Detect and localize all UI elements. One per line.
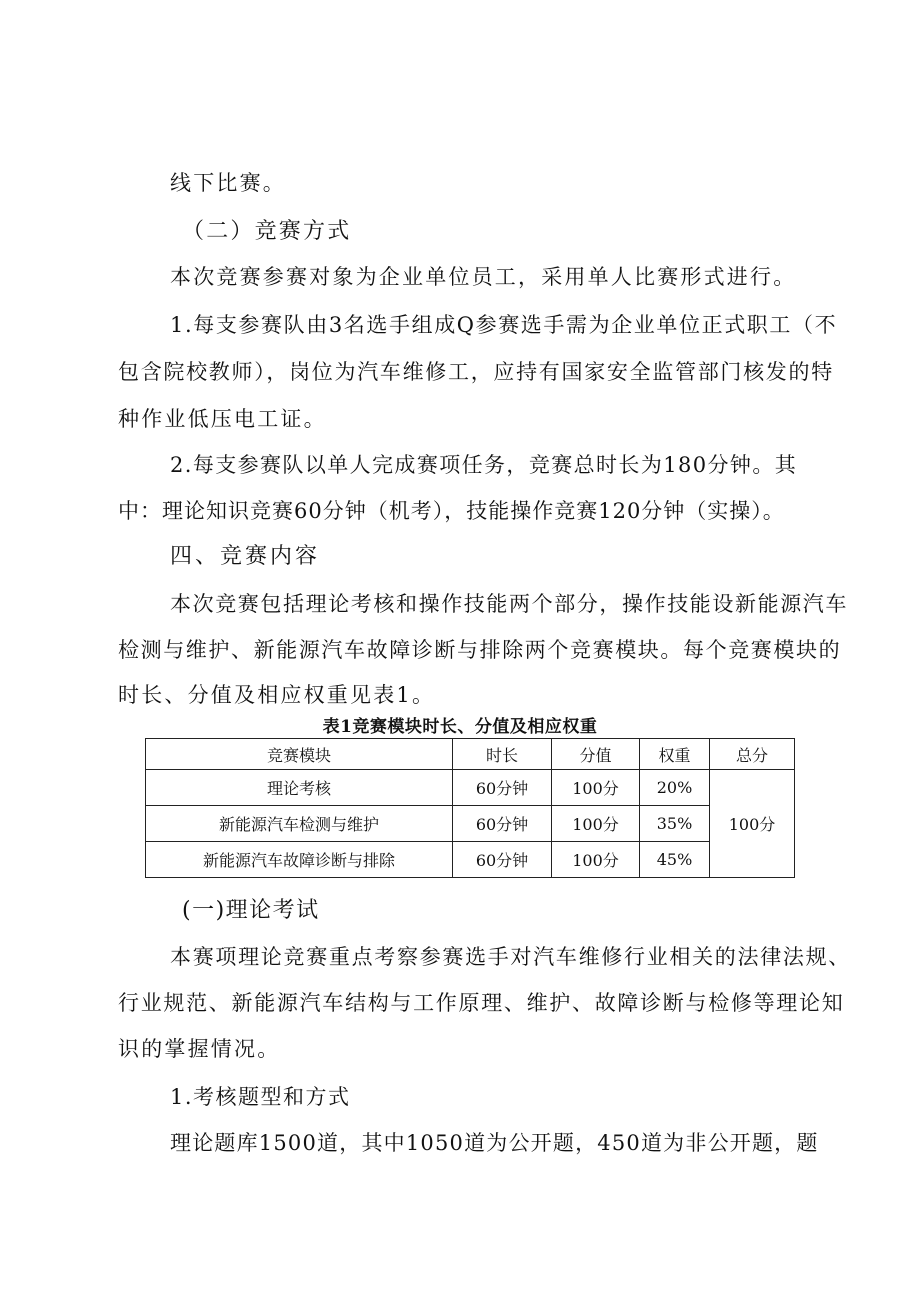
paragraph-line: 中：理论知识竞赛60分钟（机考），技能操作竞赛120分钟（实操）。: [118, 499, 785, 523]
paragraph-line: 本赛项理论竞赛重点考察参赛选手对汽车维修行业相关的法律法规、: [170, 945, 851, 969]
paragraph-line: 线下比赛。: [170, 171, 286, 195]
cell-total: 100分: [710, 770, 795, 878]
header-module: 竞赛模块: [146, 739, 453, 770]
table-row: [146, 842, 795, 878]
subsection-heading: (一)理论考试: [182, 898, 320, 923]
paragraph-line: 本次竞赛包括理论考核和操作技能两个部分，操作技能设新能源汽车: [170, 592, 848, 616]
paragraph-line: 种作业低压电工证。: [118, 407, 327, 431]
header-duration: 时长: [453, 739, 552, 770]
paragraph-line: 包含院校教师），岗位为汽车维修工，应持有国家安全监管部门核发的特: [118, 360, 834, 384]
table-row: [146, 770, 795, 806]
header-total: 总分: [710, 739, 795, 770]
cell-score: 100分: [552, 806, 640, 842]
paragraph-line: 行业规范、新能源汽车结构与工作原理、维护、故障诊断与检修等理论知: [118, 991, 845, 1015]
paragraph-line: 2.每支参赛队以单人完成赛项任务，竞赛总时长为180分钟。其: [170, 453, 798, 477]
section-heading: 四、竞赛内容: [170, 544, 321, 569]
paragraph-line: 时长、分值及相应权重见表1。: [118, 683, 436, 707]
cell-module: 理论考核: [146, 770, 453, 806]
paragraph-line: 检测与维护、新能源汽车故障诊断与排除两个竞赛模块。每个竞赛模块的: [118, 638, 842, 662]
cell-weight: 20%: [640, 770, 710, 806]
cell-module: 新能源汽车故障诊断与排除: [146, 842, 453, 878]
cell-duration: 60分钟: [453, 806, 552, 842]
table-header-row: [146, 739, 795, 770]
score-table: [145, 738, 795, 878]
cell-duration: 60分钟: [453, 770, 552, 806]
cell-module: 新能源汽车检测与维护: [146, 806, 453, 842]
paragraph-line: 识的掌握情况。: [118, 1037, 281, 1061]
paragraph-line: 理论题库1500道，其中1050道为公开题，450道为非公开题，题: [170, 1131, 819, 1155]
paragraph-line: 本次竞赛参赛对象为企业单位员工，采用单人比赛形式进行。: [170, 265, 797, 289]
cell-weight: 45%: [640, 842, 710, 878]
table-row: [146, 806, 795, 842]
cell-duration: 60分钟: [453, 842, 552, 878]
cell-weight: 35%: [640, 806, 710, 842]
paragraph-line: 1.每支参赛队由3名选手组成Q参赛选手需为企业单位正式职工（不: [170, 313, 838, 337]
cell-score: 100分: [552, 842, 640, 878]
header-weight: 权重: [640, 739, 710, 770]
section-heading: （二）竞赛方式: [182, 219, 352, 244]
cell-score: 100分: [552, 770, 640, 806]
table-caption: 表1竞赛模块时长、分值及相应权重: [322, 717, 598, 737]
header-score: 分值: [552, 739, 640, 770]
subsection-heading: 1.考核题型和方式: [170, 1085, 351, 1109]
